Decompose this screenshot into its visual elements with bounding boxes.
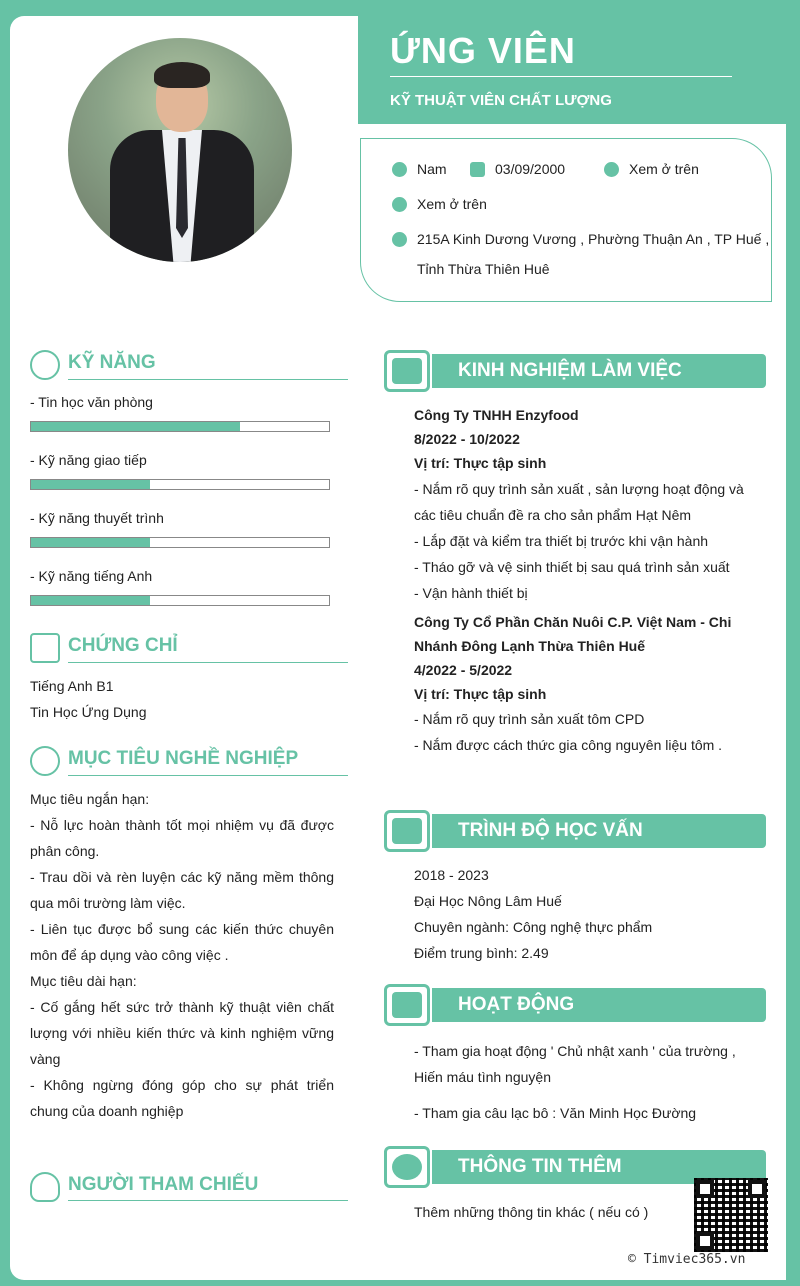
phone-icon: [604, 162, 619, 177]
company-name: Công Ty TNHH Enzyfood: [414, 407, 579, 423]
birthday-value: 03/09/2000: [495, 161, 566, 177]
objective-line: - Liên tục được bổ sung các kiến thức chuyên môn để áp dụng vào công việc .: [30, 921, 334, 963]
job-period: 4/2022 - 5/2022: [414, 662, 513, 678]
avatar: [68, 38, 292, 262]
skill-label: - Kỹ năng thuyết trình: [30, 510, 164, 526]
home-icon: [392, 232, 407, 247]
activities-title: HOẠT ĐỘNG: [432, 988, 766, 1022]
experience-title: KINH NGHIỆM LÀM VIỆC: [432, 354, 766, 388]
graduation-cap-icon: [384, 810, 430, 852]
job-period: 8/2022 - 10/2022: [414, 431, 520, 447]
certificates-title: CHỨNG CHỈ: [68, 635, 178, 656]
activity-icon: [384, 984, 430, 1026]
objective-line: Mục tiêu dài hạn:: [30, 973, 137, 989]
skill-level-bar: [30, 595, 330, 606]
skill-level-fill: [31, 422, 240, 431]
education-period: 2018 - 2023: [414, 867, 489, 883]
address-row: [392, 231, 769, 247]
lightbulb-icon: [30, 350, 60, 380]
job-title: KỸ THUẬT VIÊN CHẤT LƯỢNG: [390, 92, 612, 109]
job-task: - Lắp đặt và kiểm tra thiết bị trước khi vận hành: [414, 533, 709, 549]
education-major: Chuyên ngành: Công nghệ thực phẩm: [414, 919, 653, 935]
job-task: - Nắm được cách thức gia công nguyên liệu tôm .: [414, 737, 723, 753]
mail-icon: [392, 197, 407, 212]
skill-label: - Kỹ năng giao tiếp: [30, 452, 147, 468]
additional-text: Thêm những thông tin khác ( nếu có ): [414, 1204, 649, 1220]
education-title: TRÌNH ĐỘ HỌC VẤN: [432, 814, 766, 848]
certificates-list: [30, 673, 334, 725]
certificate-item: Tin Học Ứng Dụng: [30, 704, 147, 720]
calendar-icon: [470, 162, 485, 177]
activity-item: - Tham gia hoạt động ' Chủ nhật xanh ' của trường , Hiến máu tình nguyện: [414, 1043, 736, 1085]
references-divider: [68, 1200, 348, 1201]
objective-line: - Nỗ lực hoàn thành tốt mọi nhiệm vụ đã được phân công.: [30, 817, 334, 859]
plus-icon: [384, 1146, 430, 1188]
gender-value: Nam: [417, 161, 447, 177]
user-icon: [392, 162, 407, 177]
job-task: - Nắm rõ quy trình sản xuất tôm CPD: [414, 711, 645, 727]
skill-level-bar: [30, 537, 330, 548]
skill-level-bar: [30, 421, 330, 432]
job-task: - Nắm rõ quy trình sản xuất , sản lượng hoạt động và các tiêu chuẩn đề ra cho sản phẩm Hạt Nêm: [414, 481, 744, 523]
gender-row: [392, 161, 447, 177]
objective-line: - Trau dồi và rèn luyện các kỹ năng mềm thông qua môi trường làm việc.: [30, 869, 334, 911]
email-value: Xem ở trên: [417, 196, 487, 212]
objective-line: Mục tiêu ngắn hạn:: [30, 791, 150, 807]
phone-row: [604, 161, 699, 177]
education-school: Đại Học Nông Lâm Huế: [414, 893, 562, 909]
certificate-item: Tiếng Anh B1: [30, 678, 114, 694]
address-line1: 215A Kinh Dương Vương , Phường Thuận An , TP Huế ,: [417, 231, 770, 247]
qr-code-icon: [694, 1178, 768, 1252]
address-row-2: [417, 261, 550, 277]
job-position: Vị trí: Thực tập sinh: [414, 686, 547, 702]
skill-label: - Kỹ năng tiếng Anh: [30, 568, 153, 584]
certificates-divider: [68, 662, 348, 663]
objective-line: - Không ngừng đóng góp cho sự phát triển chung của doanh nghiệp: [30, 1077, 334, 1119]
target-icon: [30, 746, 60, 776]
job-task: - Tháo gỡ và vệ sinh thiết bị sau quá trình sản xuất: [414, 559, 730, 575]
objective-line: - Cố gắng hết sức trở thành kỹ thuật viên chất lượng với nhiều kiến thức và kinh nghiệm vững vàng: [30, 999, 334, 1067]
name-divider: [390, 76, 732, 77]
email-row: [392, 196, 487, 212]
address-line2: Tỉnh Thừa Thiên Huê: [417, 261, 550, 277]
company-name: Công Ty Cổ Phần Chăn Nuôi C.P. Việt Nam - Chi Nhánh Đông Lạnh Thừa Thiên Huế: [414, 614, 732, 654]
experience-list: [414, 402, 768, 758]
education-details: [414, 862, 768, 966]
skills-title: KỸ NĂNG: [68, 352, 156, 373]
job-task: - Vận hành thiết bị: [414, 585, 528, 601]
education-gpa: Điểm trung bình: 2.49: [414, 945, 549, 961]
additional-title: THÔNG TIN THÊM: [432, 1150, 766, 1184]
objective-text: [30, 786, 334, 1124]
certificate-icon: [30, 633, 60, 663]
candidate-name: ỨNG VIÊN: [390, 30, 576, 71]
references-title: NGƯỜI THAM CHIẾU: [68, 1174, 259, 1195]
skill-level-fill: [31, 596, 150, 605]
person-icon: [30, 1172, 60, 1202]
objective-title: MỤC TIÊU NGHỀ NGHIỆP: [68, 748, 299, 769]
job-position: Vị trí: Thực tập sinh: [414, 455, 547, 471]
avatar-hair: [154, 62, 210, 88]
objective-divider: [68, 775, 348, 776]
skill-level-bar: [30, 479, 330, 490]
skill-label: - Tin học văn phòng: [30, 394, 153, 410]
skill-level-fill: [31, 480, 150, 489]
activities-list: [414, 1038, 768, 1126]
skills-divider: [68, 379, 348, 380]
phone-value: Xem ở trên: [629, 161, 699, 177]
skill-level-fill: [31, 538, 150, 547]
copyright: © Timviec365.vn: [628, 1252, 746, 1267]
briefcase-icon: [384, 350, 430, 392]
activity-item: - Tham gia câu lạc bô : Văn Minh Học Đường: [414, 1105, 697, 1121]
birthday-row: [470, 161, 565, 177]
